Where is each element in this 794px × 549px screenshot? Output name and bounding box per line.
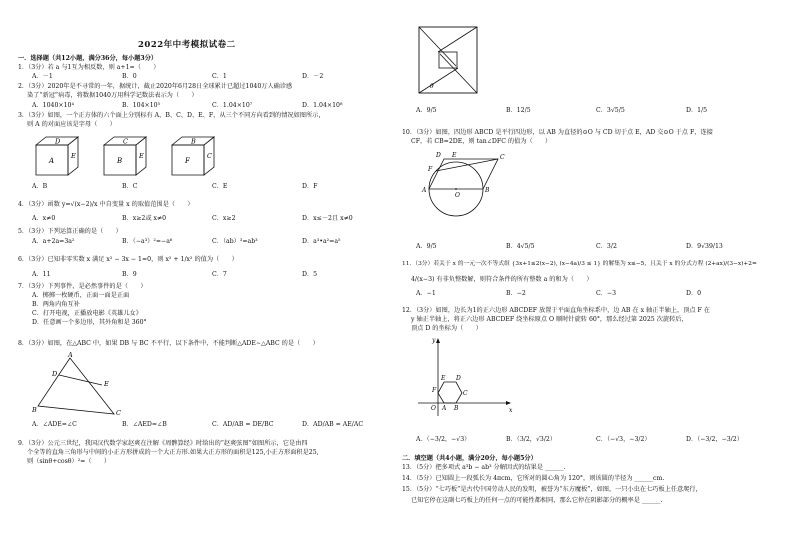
q10-option-d[interactable]: D．9√39/13 bbox=[686, 243, 723, 250]
q11-option-b[interactable]: B．−2 bbox=[506, 290, 526, 297]
q9-option-b[interactable]: B．12/5 bbox=[506, 107, 531, 114]
q5-option-d[interactable]: D．a³•a²=a⁵ bbox=[302, 238, 341, 245]
q12-label-x: x bbox=[509, 407, 513, 414]
q10-label-c: C bbox=[500, 154, 505, 161]
q2-option-b[interactable]: B．104×10⁵ bbox=[122, 102, 161, 109]
q1-options bbox=[32, 73, 323, 81]
q3-cube-3 bbox=[172, 137, 214, 175]
q11-option-c[interactable]: C．−3 bbox=[596, 290, 617, 297]
left-column bbox=[18, 0, 390, 549]
q10-stem-line1: 10．（3分）如图，四边形 ABCD 是平行四边形，以 AB 为直径的⊙O 与 CD 切于点 E，AD 交⊙O 于点 F，连接 bbox=[402, 129, 713, 136]
q12-stem-line3: 顶点 D 的坐标为（ ） bbox=[411, 325, 482, 332]
q3-cube1-front: A bbox=[49, 157, 55, 165]
q5-stem: 5．（3分）下列运算正确的是（ ） bbox=[18, 228, 122, 235]
q2-option-c[interactable]: C．1.04×10⁷ bbox=[212, 102, 253, 109]
q10-label-d: D bbox=[436, 152, 441, 159]
q10-options bbox=[416, 243, 723, 251]
q4-stem: 4．（3分）函数 y=√(x−2)/x 中自变量 x 的取值范围是（ ） bbox=[18, 201, 194, 208]
q3-cube3-top: B bbox=[191, 137, 196, 146]
q12-option-d[interactable]: D．（−3/2，−3/2） bbox=[686, 436, 743, 443]
q1-option-c[interactable]: C．1 bbox=[212, 73, 227, 80]
q1-stem: 1．（3分）若 a 与1互为相反数，则 a+1=（ ） bbox=[18, 64, 160, 71]
q12-label-c: C bbox=[463, 390, 468, 397]
q8-options bbox=[32, 421, 363, 429]
q8-label-c: C bbox=[116, 409, 121, 416]
q4-option-a[interactable]: A．x≠0 bbox=[32, 215, 56, 222]
section-choice-heading: 一．选择题（共12小题，满分36分，每小题3分） bbox=[18, 55, 158, 62]
q12-label-y: y bbox=[432, 337, 436, 344]
q8-option-b[interactable]: B．∠AED=∠B bbox=[122, 421, 167, 428]
page-title: 2022年中考模拟试卷二 bbox=[138, 40, 236, 50]
q12-options bbox=[416, 436, 743, 444]
q1-option-b[interactable]: B．0 bbox=[122, 73, 137, 80]
q7-option-d[interactable]: D．任意画一个多边形，其外角和是 360° bbox=[32, 319, 147, 326]
q8-option-d[interactable]: D．AD/AB = AE/AC bbox=[302, 421, 364, 428]
q12-label-f: F bbox=[432, 387, 437, 394]
q3-stem-line1: 3．（3分）如图，一个正方体的六个面上分别标有 A、B、C、D、E、F，从三个不同方向看到的情况如图所示， bbox=[18, 112, 325, 119]
q9-option-a[interactable]: A．9/5 bbox=[416, 107, 437, 114]
q3-stem-line2: 则 A 的对面应该是字母（ ） bbox=[27, 121, 116, 128]
q11-stem-line1: 11．（3分）若关于 x 的一元一次不等式组 {3x+1≤2(x−2), (x−4a)/3 ≤ 1} 的解集为 x≤−5，且关于 x 的分式方程 (2+ax)/(3−x)+2= bbox=[402, 261, 757, 267]
q9-option-d[interactable]: D．1/5 bbox=[686, 107, 708, 114]
q3-cube-2 bbox=[104, 137, 146, 175]
q15-stem-line1: 15．（5分）“七巧板”是古代中国劳动人民的发明，被誉为“东方魔板”，如图，一只小虫在七巧板上任意爬行， bbox=[402, 486, 702, 493]
q7-option-a[interactable]: A．掷掷一枚硬币，正面一面是正面 bbox=[32, 292, 130, 299]
q14-stem: 14．（5分）已知圆上一段弧长为 4πcm，它所对的圆心角为 120°，则该圆的半径为 ______cm. bbox=[402, 475, 665, 482]
q12-option-a[interactable]: A．（−3/2，−√3） bbox=[416, 436, 471, 443]
q12-stem-line2: y 轴正半轴上，将正六边形 ABCDEF 绕坐标原点 O 顺时针旋转 60°，那么经过第 2025 次旋转后， bbox=[411, 316, 688, 323]
q9-stem-line2: 个全等的直角三角形与中间的小正方形拼成的一个大正方形.如果大正方形的面积是125,小正方形面积是25, bbox=[27, 449, 319, 456]
q13-stem: 13．（5分）把多项式 a³b − ab³ 分解因式的结果是 ______. bbox=[402, 464, 566, 471]
q6-option-d[interactable]: D．5 bbox=[302, 271, 318, 278]
q8-label-b: B bbox=[32, 406, 37, 414]
q8-triangle-figure bbox=[32, 352, 132, 416]
q8-label-e: E bbox=[104, 380, 109, 388]
q1-option-d[interactable]: D．－2 bbox=[302, 73, 324, 80]
q10-stem-line2: CF，若 CB=2DE，则 tan∠DFC 的值为（ ） bbox=[411, 138, 552, 145]
q2-options bbox=[32, 102, 342, 110]
q7-option-b[interactable]: B．两角内角互补 bbox=[32, 301, 80, 308]
q3-cube-1 bbox=[36, 137, 78, 175]
right-column bbox=[402, 0, 780, 549]
q3-option-a[interactable]: A．B bbox=[32, 183, 48, 190]
q11-stem-line2: 4/(x−3) 有非负整数解，则符合条件的所有整数 a 的和为（ ） bbox=[411, 276, 593, 283]
q1-option-a[interactable]: A．－1 bbox=[32, 73, 53, 80]
q5-options bbox=[32, 238, 341, 246]
q8-label-d: D bbox=[52, 370, 58, 378]
q3-cube2-front: B bbox=[117, 157, 123, 165]
q6-option-c[interactable]: C．7 bbox=[212, 271, 227, 278]
q5-option-b[interactable]: B．（−a³）²=−a⁶ bbox=[122, 238, 173, 245]
q6-option-a[interactable]: A．11 bbox=[32, 271, 51, 278]
q8-option-c[interactable]: C．AD/AB = DE/BC bbox=[212, 421, 274, 428]
q10-option-c[interactable]: C．3/2 bbox=[596, 243, 617, 250]
q3-cube2-side: E bbox=[139, 152, 144, 160]
q11-option-a[interactable]: A．−1 bbox=[416, 290, 436, 297]
q3-cube2-top: C bbox=[123, 137, 128, 146]
q10-option-a[interactable]: A．9/5 bbox=[416, 243, 437, 250]
q3-cubes-figure bbox=[32, 133, 232, 177]
q9-pinwheel-figure bbox=[418, 26, 480, 96]
q10-label-a: A bbox=[422, 187, 427, 194]
q15-stem-line2: 已知它停在这副七巧板上的任何一点的可能性都相同，那么它停在阴影部分的概率是 ______. bbox=[411, 497, 663, 504]
q9-options bbox=[416, 107, 707, 115]
q10-circle-figure bbox=[416, 147, 516, 237]
q6-option-b[interactable]: B．9 bbox=[122, 271, 137, 278]
q9-angle-theta: θ bbox=[430, 83, 434, 90]
q4-options bbox=[32, 215, 353, 223]
q9-option-c[interactable]: C．3√5/5 bbox=[596, 107, 625, 114]
q12-label-b: B bbox=[454, 405, 459, 412]
q3-cube3-front: F bbox=[185, 157, 190, 165]
q10-label-b: B bbox=[485, 187, 490, 194]
q2-option-d[interactable]: D．1.04×10⁸ bbox=[302, 102, 343, 109]
q11-options bbox=[416, 290, 701, 298]
q8-label-a: A bbox=[68, 352, 73, 359]
q3-option-c[interactable]: C．E bbox=[212, 183, 228, 190]
q4-option-d[interactable]: D．x≤－2且 x≠0 bbox=[302, 215, 353, 222]
q7-option-c[interactable]: C．打开电视，正播放电影《英雄儿女》 bbox=[32, 310, 142, 317]
q12-option-c[interactable]: C．（−√3，−3/2） bbox=[596, 436, 651, 443]
q5-option-c[interactable]: C．（ab）³=ab³ bbox=[212, 238, 258, 245]
q12-hexagon-figure bbox=[416, 336, 516, 418]
q2-stem-line2: 染了“新冠”病毒，将数据1040万用科学记数法表示为（ ） bbox=[27, 92, 198, 99]
q4-option-c[interactable]: C．x≥2 bbox=[212, 215, 236, 222]
q10-option-b[interactable]: B．4√5/5 bbox=[506, 243, 535, 250]
q5-option-a[interactable]: A．a+2a=3a² bbox=[32, 238, 75, 245]
q12-label-d: D bbox=[456, 375, 461, 382]
q12-option-b[interactable]: B．（3/2，√3/2） bbox=[506, 436, 557, 443]
q4-option-b[interactable]: B．x≥2或 x≠0 bbox=[122, 215, 167, 222]
q10-label-f: F bbox=[428, 166, 433, 173]
q2-stem-line1: 2．（3分）2020年是不寻常的一年，据统计，截止2020年6月28日全球累计已超过1040万人确诊感 bbox=[18, 83, 293, 90]
q3-cube1-top: D bbox=[55, 137, 61, 146]
q9-stem-line3: 则（sinθ+cosθ）²=（ ） bbox=[27, 458, 111, 465]
q12-label-e: E bbox=[441, 375, 446, 382]
q6-stem: 6．（3分）已知非零实数 x 满足 x² − 3x − 1=0，则 x² + 1/x² 的值为（ ） bbox=[18, 256, 238, 263]
q12-label-a: A bbox=[442, 405, 447, 412]
q3-options bbox=[32, 183, 317, 191]
q8-stem: 8．（3分）如图，在△ABC 中，如果 DB 与 BC 不平行，以下条件中，不能判断△ADE∼△ABC 的是（ ） bbox=[18, 340, 319, 347]
q3-option-d[interactable]: D．F bbox=[302, 183, 318, 190]
q3-option-b[interactable]: B．C bbox=[122, 183, 138, 190]
q6-options bbox=[32, 271, 317, 279]
q3-cube3-side: C bbox=[207, 152, 212, 160]
q9-stem-line1: 9．（3分）公元三世纪，我国汉代数学家赵爽在注解《周髀算经》时给出的“赵爽弦图”如图所示，它是由四 bbox=[18, 440, 308, 447]
q12-label-o: O bbox=[431, 405, 436, 412]
section-fill-heading: 二．填空题（共4小题，满分20分，每小题5分） bbox=[402, 455, 537, 462]
q10-label-o: O bbox=[455, 192, 460, 199]
q12-stem-line1: 12．（3分）如图，边长为1的正六边形 ABCDEF 放置于平面直角坐标系中，边 AB 在 x 轴正半轴上，顶点 F 在 bbox=[402, 307, 710, 314]
q11-option-d[interactable]: D．0 bbox=[686, 290, 702, 297]
q8-option-a[interactable]: A．∠ADE=∠C bbox=[32, 421, 77, 428]
q2-option-a[interactable]: A．1040×10⁴ bbox=[32, 102, 74, 109]
q10-label-e: E bbox=[452, 152, 457, 159]
q7-stem: 7．（3分）下列事件，是必然事件的是（ ） bbox=[18, 283, 147, 290]
q3-cube1-side: E bbox=[71, 152, 76, 160]
